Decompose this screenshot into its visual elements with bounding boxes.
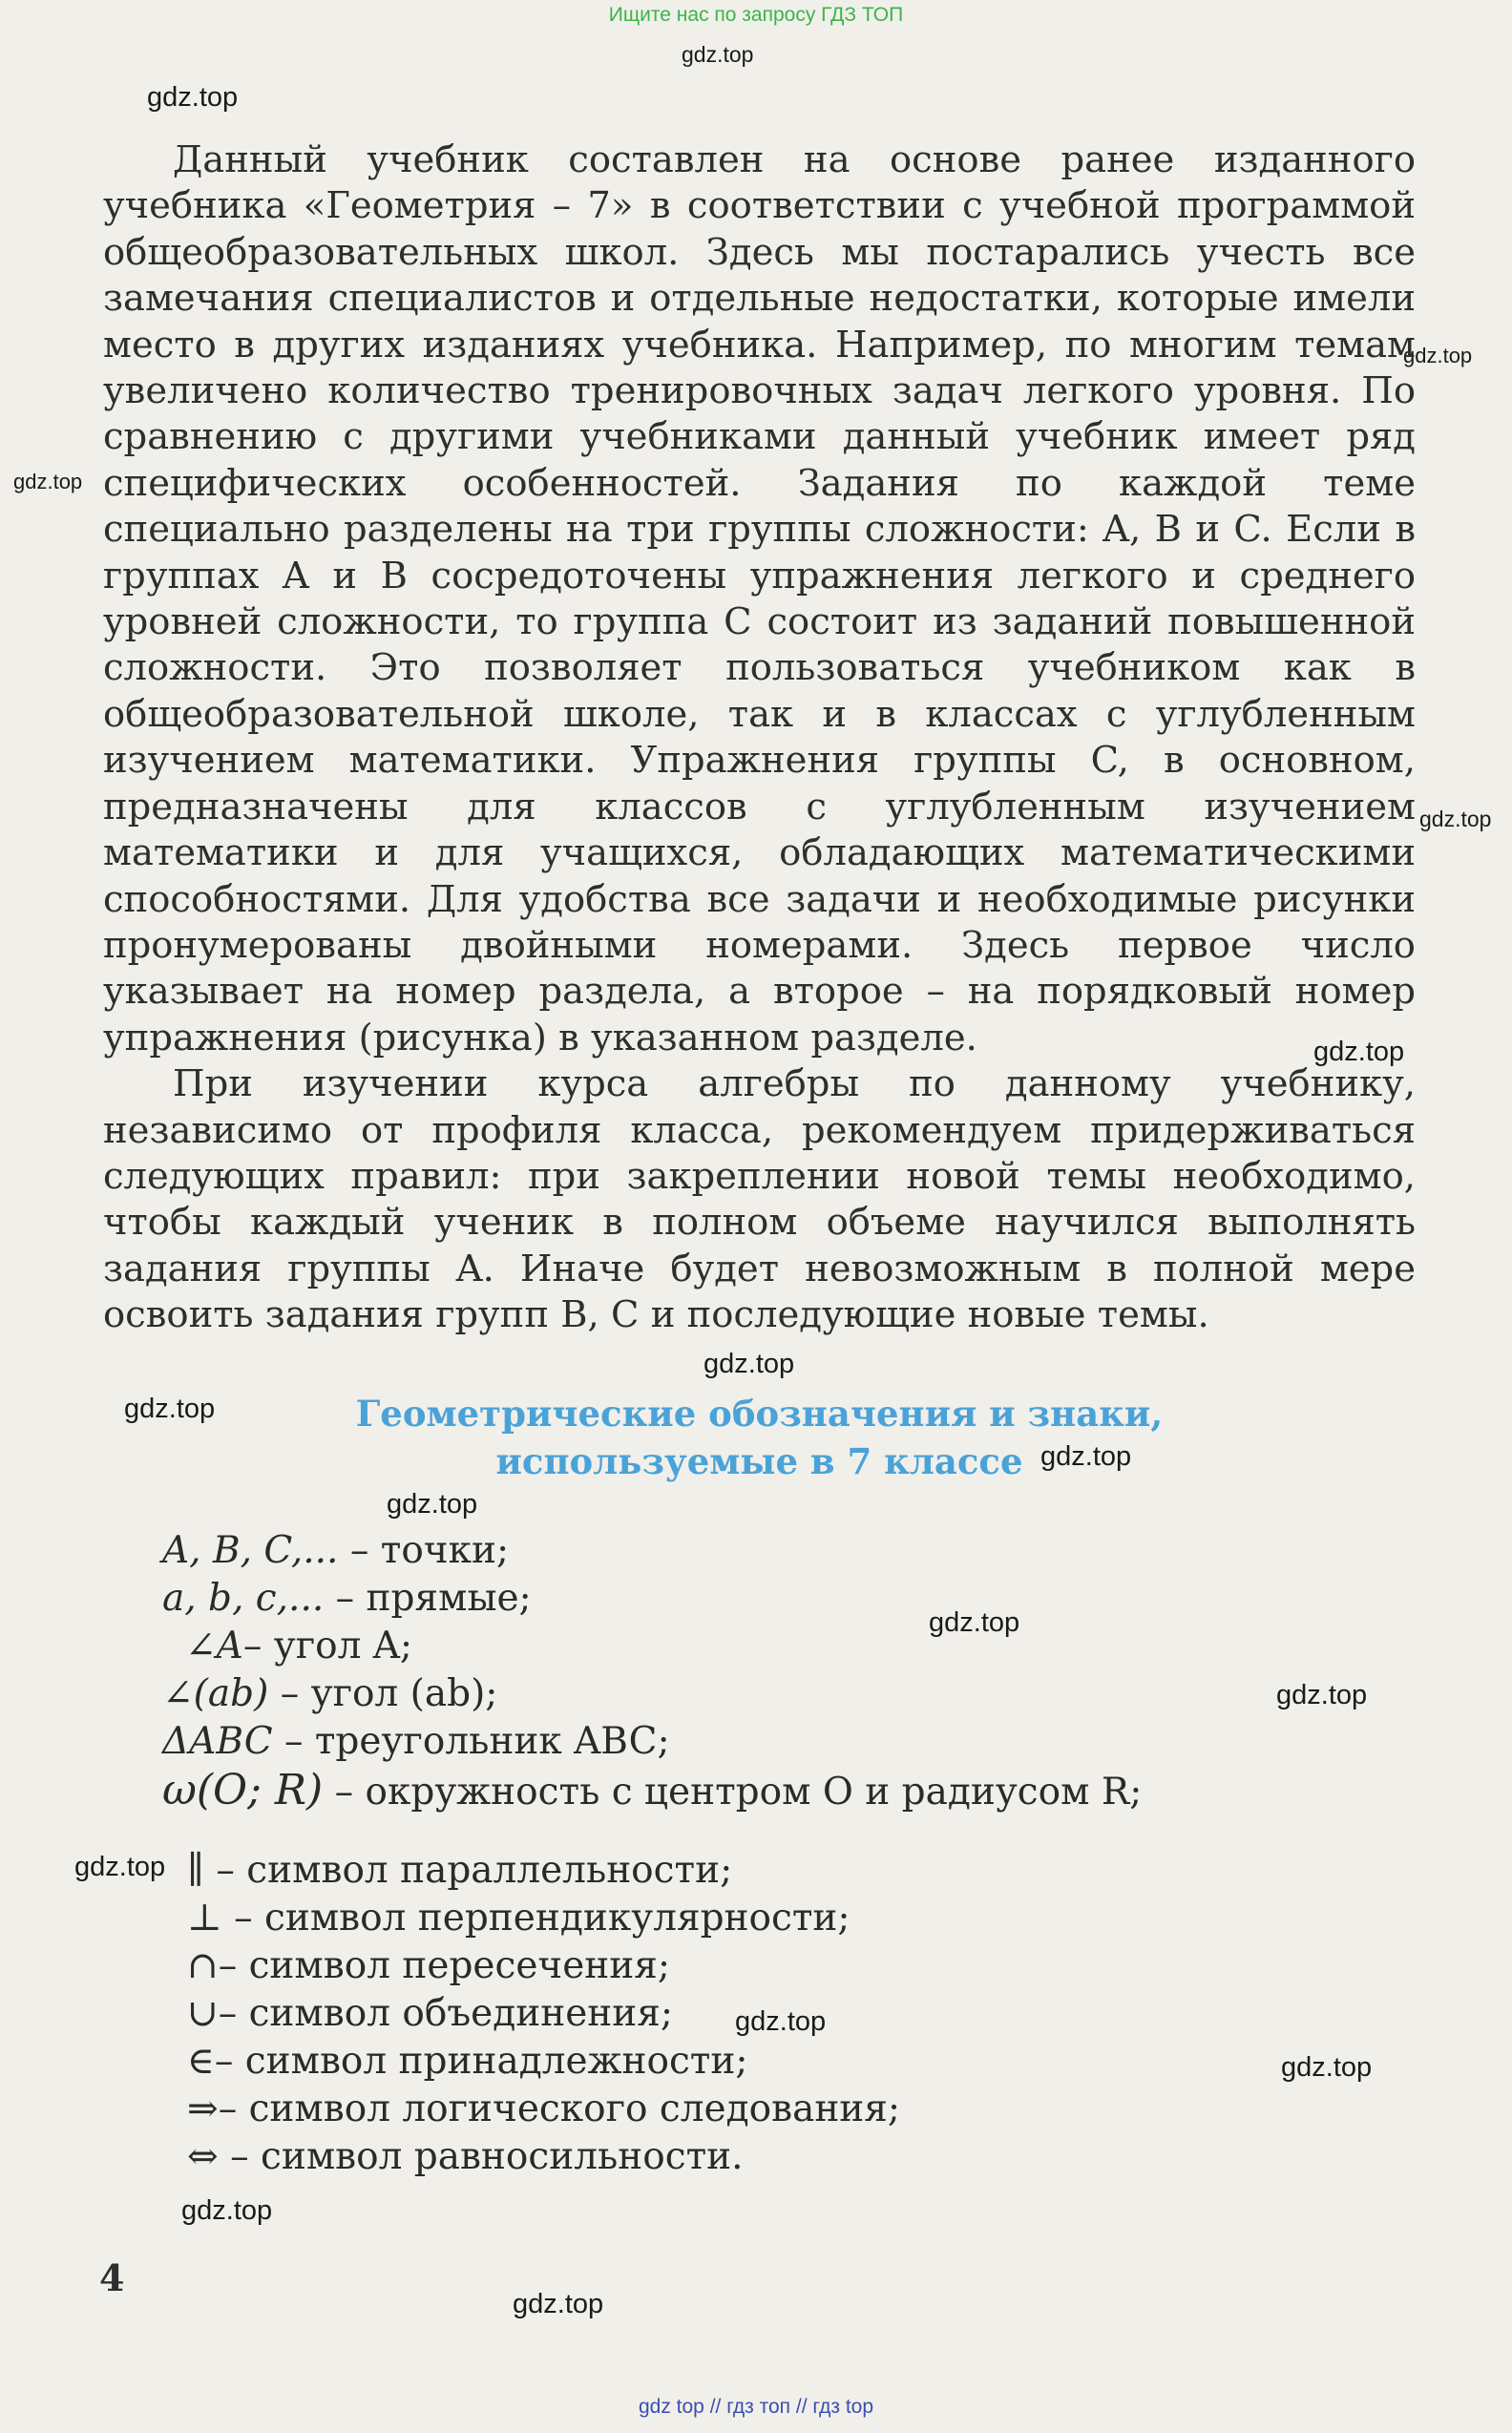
symbol: A, B, C,... — [162, 1529, 339, 1572]
watermark: gdz.top — [74, 1852, 166, 1882]
watermark: gdz.top — [181, 2195, 273, 2226]
symbol-desc: – точки; — [338, 1529, 510, 1572]
symbol-desc: – символ равносильности. — [218, 2135, 744, 2178]
intro-text — [103, 137, 1416, 1339]
symbol-desc: – символ параллельности; — [204, 1849, 733, 1892]
symbol: ⇔ — [187, 2135, 219, 2178]
symbol-item-angle-ab — [162, 1672, 497, 1715]
page-number: 4 — [99, 2256, 125, 2299]
symbol: ∪ — [187, 1992, 219, 2035]
watermark: gdz.top — [124, 1394, 216, 1424]
symbol-desc: – окружность с центром O и радиусом R; — [323, 1771, 1143, 1814]
watermark: gdz.top — [387, 1489, 478, 1520]
symbol-desc: – символ принадлежности; — [214, 2040, 748, 2083]
watermark: gdz.top — [1040, 1441, 1132, 1472]
symbol-desc: – символ логического следования; — [218, 2087, 901, 2130]
watermark: gdz.top — [1276, 1680, 1368, 1710]
watermark: gdz.top — [513, 2289, 604, 2319]
symbol-desc: – символ объединения; — [218, 1992, 674, 2035]
heading-line-2: используемые в 7 классе — [495, 1440, 1023, 1482]
watermark: gdz.top — [1313, 1037, 1405, 1067]
symbol-desc: – символ пересечения; — [218, 1944, 671, 1987]
intro-paragraph-2: При изучении курса алгебры по данному учебнику, независимо от профиля класса, рекомендуем придерживаться следующих правил: при закреплении новой темы необходимо, чтобы каждый ученик в полном объеме научился выполнять задания группы A. Иначе будет невозможным в полной мере освоить задания групп B, C и последующие новые темы. — [103, 1062, 1416, 1337]
symbol-item-membership — [187, 2040, 748, 2083]
symbol: ΔABC — [162, 1720, 273, 1763]
symbol-desc: – угол (ab); — [268, 1672, 498, 1715]
heading-line-1: Геометрические обозначения и знаки, — [355, 1393, 1164, 1435]
symbol: a, b, c,... — [162, 1577, 325, 1620]
symbol-item-intersection — [187, 1944, 670, 1987]
top-banner-link[interactable]: Ищите нас по запросу ГДЗ ТОП — [608, 4, 904, 26]
watermark: gdz.top — [1403, 344, 1473, 367]
watermark: gdz.top — [1281, 2052, 1373, 2083]
intro-paragraph-1: Данный учебник составлен на основе ранее изданного учебника «Геометрия – 7» в соответствии с учебной программой общеобразовательных школ. Здесь мы постарались учесть все замечания специалистов и отдельные недостатки, которые имели место в других изданиях учебника. Например, по многим темам увеличено количество тренировочных задач легкого уровня. По сравнению с другими учебниками данный учебник имеет ряд специфических особенностей. Задания по каждой теме специально разделены на три группы сложности: A, B и C. Если в группах A и B сосредоточены упражнения легкого и среднего уровней сложности, то группа C состоит из заданий повышенной сложности. Это позволяет пользоваться учебником как в общеобразовательной школе, так и в классах с углубленным изучением математики. Упражнения группы C, в основном, предназначены для классов с углубленным изучением математики и для учащихся, обладающих математическими способностями. Для удобства все задачи и необходимые рисунки пронумерованы двойными номерами. Здесь первое число указывает на номер раздела, а второе – на порядковый номер упражнения (рисунка) в указанном разделе. — [103, 138, 1416, 1059]
watermark: gdz.top — [682, 42, 754, 67]
symbol-item-angle — [185, 1625, 412, 1667]
symbol-item-union — [187, 1992, 673, 2035]
symbol: ∩ — [187, 1944, 219, 1987]
symbol-item-implication — [187, 2087, 900, 2130]
watermark: gdz.top — [929, 1607, 1020, 1638]
symbol-item-equivalence — [187, 2135, 744, 2178]
section-heading — [103, 1390, 1416, 1485]
watermark: gdz.top — [13, 470, 83, 493]
symbol-item-perpendicular — [187, 1897, 850, 1940]
watermark: gdz.top — [1419, 807, 1492, 831]
bottom-banner[interactable]: gdz top // гдз топ // гдз top — [638, 2396, 874, 2418]
symbol: ∈ — [187, 2040, 215, 2083]
watermark: gdz.top — [735, 2006, 827, 2037]
symbol: ∥ — [187, 1849, 205, 1892]
symbol: ∠A — [185, 1625, 243, 1667]
watermark: gdz.top — [147, 82, 239, 113]
symbol-item-triangle — [162, 1720, 670, 1763]
symbol-item-lines — [162, 1577, 532, 1620]
watermark: gdz.top — [704, 1349, 795, 1379]
symbol-item-points — [162, 1529, 509, 1572]
symbol-desc: – символ перпендикулярности; — [221, 1897, 850, 1940]
symbol-desc: – угол A; — [242, 1625, 413, 1667]
symbol: ω(O; R) — [162, 1766, 324, 1814]
symbol-item-circle — [162, 1766, 1142, 1814]
symbol-desc: – прямые; — [324, 1577, 532, 1620]
symbol: ⊥ — [187, 1897, 222, 1940]
symbol: ∠(ab) — [162, 1672, 269, 1715]
symbol-item-parallel — [187, 1849, 732, 1892]
symbol: ⇒ — [187, 2087, 219, 2130]
symbol-desc: – треугольник ABC; — [272, 1720, 670, 1763]
